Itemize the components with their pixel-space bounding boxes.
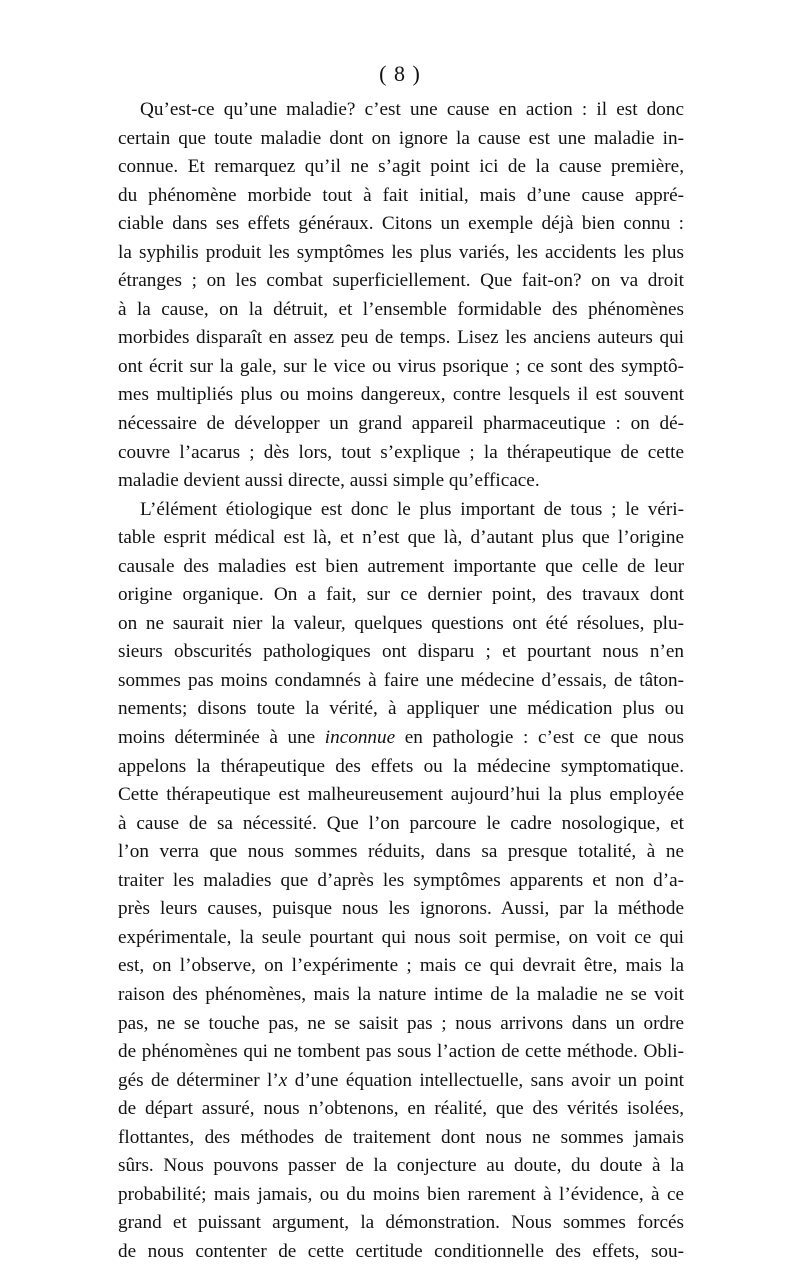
text-line: moins déterminée à une inconnue en pathologie : c’est ce que nous <box>118 727 684 749</box>
text-line: morbides disparaît en assez peu de temps. Lisez les anciens auteurs qui <box>118 327 684 349</box>
text-line: la syphilis produit les symptômes les plus variés, les accidents les plus <box>118 241 684 263</box>
text-line: ciable dans ses effets généraux. Citons un exemple déjà bien connu : <box>118 213 684 235</box>
text-line: l’on verra que nous sommes réduits, dans sa presque totalité, à ne <box>118 841 684 863</box>
text-line: gés de déterminer l’x d’une équation intellectuelle, sans avoir un point <box>118 1069 684 1091</box>
text-line: sieurs obscurités pathologiques ont disparu ; et pourtant nous n’en <box>118 641 684 663</box>
body-text <box>118 96 684 1266</box>
text-line: de nous contenter de cette certitude conditionnelle des effets, sou- <box>118 1240 684 1262</box>
text-line: table esprit médical est là, et n’est que là, d’autant plus que l’origine <box>118 527 684 549</box>
text-line: flottantes, des méthodes de traitement dont nous ne sommes jamais <box>118 1126 684 1148</box>
text-line: grand et puissant argument, la démonstration. Nous sommes forcés <box>118 1212 684 1234</box>
text-line: de phénomènes qui ne tombent pas sous l’action de cette méthode. Obli- <box>118 1041 684 1063</box>
text-line: certain que toute maladie dont on ignore la cause est une maladie in- <box>118 127 684 149</box>
text-line: traiter les maladies que d’après les symptômes apparents et non d’a- <box>118 869 684 891</box>
text-line: raison des phénomènes, mais la nature intime de la maladie ne se voit <box>118 983 684 1005</box>
text-line: ont écrit sur la gale, sur le vice ou virus psorique ; ce sont des symptô- <box>118 355 684 377</box>
paragraph-1 <box>118 96 684 496</box>
text-line: causale des maladies est bien autrement importante que celle de leur <box>118 555 684 577</box>
text-line: expérimentale, la seule pourtant qui nous soit permise, on voit ce qui <box>118 926 684 948</box>
page-number: ( 8 ) <box>379 61 421 86</box>
text-line: nements; disons toute la vérité, à appliquer une médication plus ou <box>118 698 684 720</box>
text-line: à cause de sa nécessité. Que l’on parcoure le cadre nosologique, et <box>118 812 684 834</box>
text-line: maladie devient aussi directe, aussi simple qu’efficace. <box>118 470 540 492</box>
text-line: origine organique. On a fait, sur ce dernier point, des travaux dont <box>118 584 684 606</box>
text-line: on ne saurait nier la valeur, quelques questions ont été résolues, plu- <box>118 612 684 634</box>
text-line: à la cause, on la détruit, et l’ensemble formidable des phénomènes <box>118 298 684 320</box>
text-line: mes multipliés plus ou moins dangereux, contre lesquels il est souvent <box>118 384 684 406</box>
text-line: sommes pas moins condamnés à faire une médecine d’essais, de tâton- <box>118 669 684 691</box>
text-line: de départ assuré, nous n’obtenons, en réalité, que des vérités isolées, <box>118 1098 684 1120</box>
text-line: pas, ne se touche pas, ne se saisit pas ; nous arrivons dans un ordre <box>118 1012 684 1034</box>
text-line: probabilité; mais jamais, ou du moins bien rarement à l’évidence, à ce <box>118 1183 684 1205</box>
text-line: appelons la thérapeutique des effets ou la médecine symptomatique. <box>118 755 684 777</box>
text-line: étranges ; on les combat superficiellement. Que fait-on? on va droit <box>118 270 684 292</box>
text-line: près leurs causes, puisque nous les ignorons. Aussi, par la méthode <box>118 898 684 920</box>
paragraph-2 <box>118 496 684 1266</box>
text-line: couvre l’acarus ; dès lors, tout s’explique ; la thérapeutique de cette <box>118 441 684 463</box>
text-line: Qu’est-ce qu’une maladie? c’est une cause en action : il est donc <box>140 99 684 120</box>
text-line: L’élément étiologique est donc le plus important de tous ; le véri- <box>140 498 684 520</box>
text-line: nécessaire de développer un grand appareil pharmaceutique : on dé- <box>118 413 684 435</box>
text-line: connue. Et remarquez qu’il ne s’agit point ici de la cause première, <box>118 156 684 178</box>
text-line: est, on l’observe, on l’expérimente ; mais ce qui devrait être, mais la <box>118 955 684 977</box>
text-line: Cette thérapeutique est malheureusement aujourd’hui la plus employée <box>118 784 684 806</box>
text-line: du phénomène morbide tout à fait initial, mais d’une cause appré- <box>118 184 684 206</box>
text-line: sûrs. Nous pouvons passer de la conjecture au doute, du doute à la <box>118 1155 684 1177</box>
